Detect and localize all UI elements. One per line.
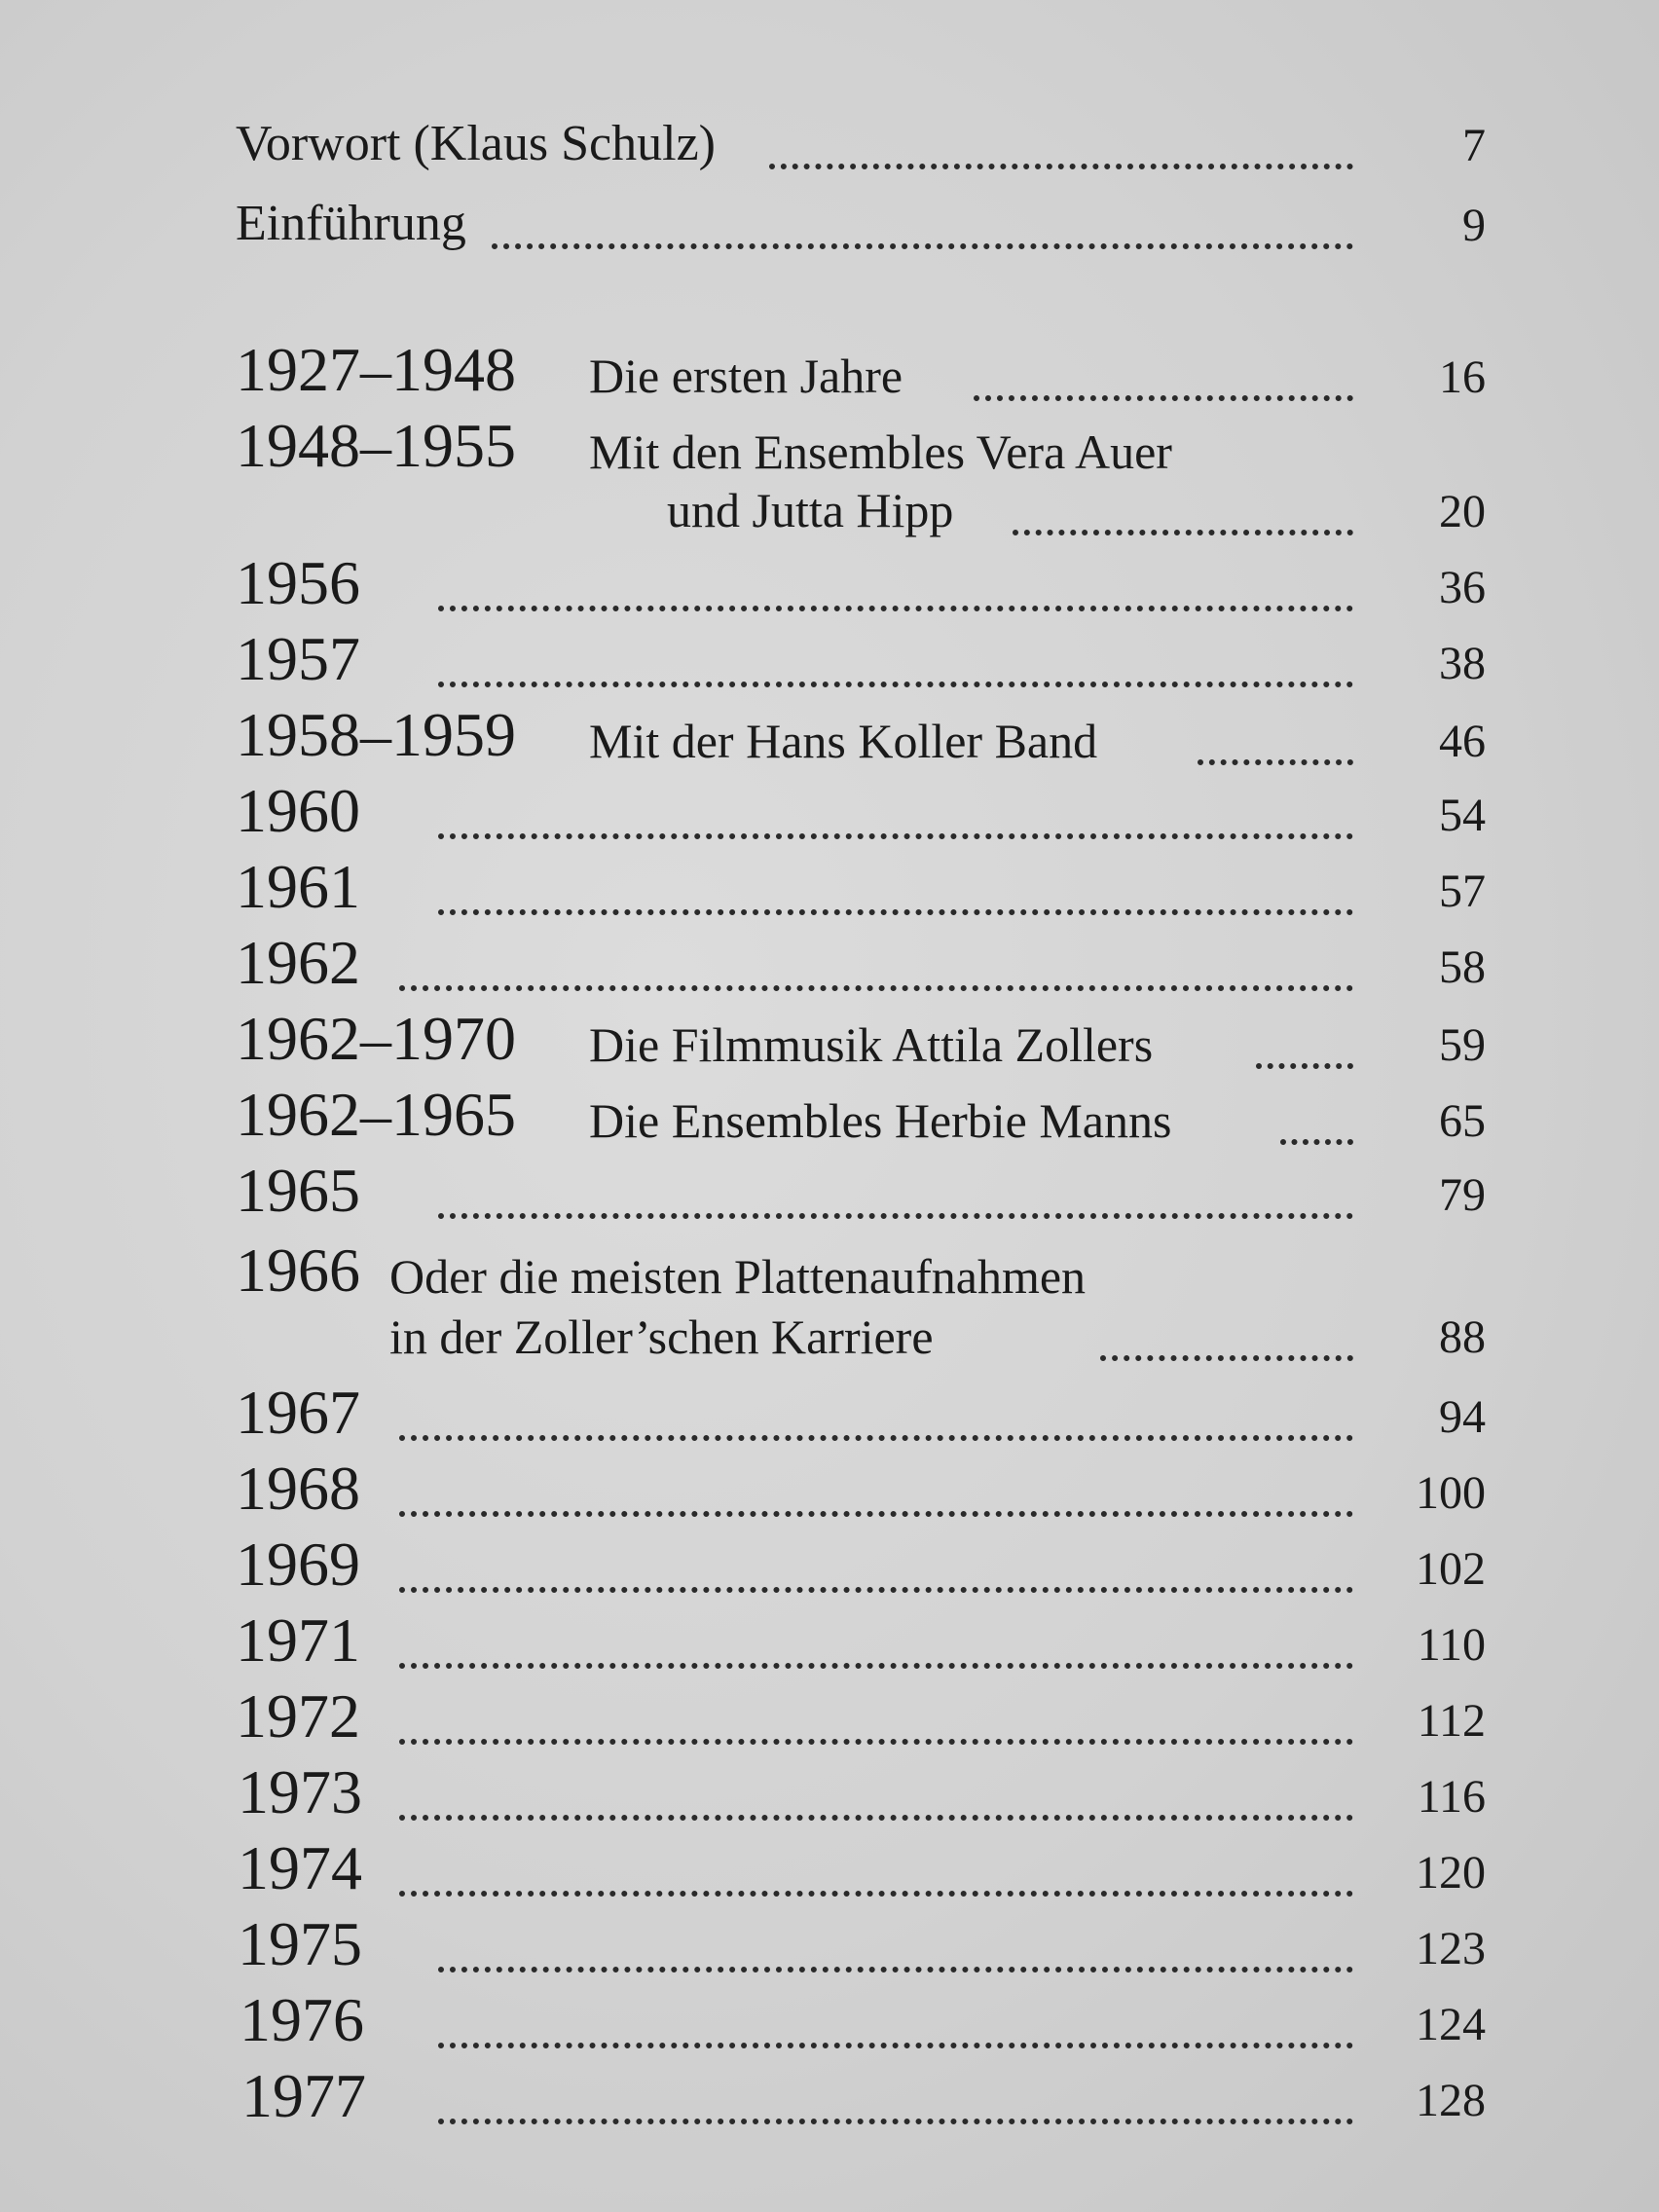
toc-entry-title: Mit der Hans Koller Band [589,714,1098,768]
leader-dots [1100,1346,1353,1361]
toc-entry-years: 1974 [238,1833,362,1902]
toc-entry-years: 1971 [236,1605,360,1675]
toc-entry-years: 1967 [236,1378,360,1447]
toc-entry-title: Einführung [236,196,466,251]
toc-entry-years: 1977 [241,2061,366,2130]
toc-entry-title-continued: in der Zoller’schen Karriere [389,1309,934,1364]
toc-entry-years: 1960 [236,776,360,845]
toc-entry-page: 88 [1439,1311,1486,1363]
toc-entry-page: 65 [1439,1095,1486,1147]
toc-entry-years: 1948–1955 [236,411,516,480]
toc-entry-years: 1962–1965 [236,1080,516,1149]
leader-dots [399,1425,1353,1441]
leader-dots [399,1805,1353,1821]
leader-dots [1013,520,1353,535]
leader-dots [1280,1129,1353,1145]
leader-dots [438,2033,1353,2048]
leader-dots [438,672,1353,687]
toc-entry-page: 94 [1439,1391,1486,1443]
toc-entry-years: 1962 [236,928,360,997]
toc-entry-years: 1957 [236,624,360,693]
toc-entry-page: 20 [1439,486,1486,537]
toc-entry-page: 7 [1462,120,1486,171]
toc-entry-years: 1927–1948 [236,335,516,404]
toc-entry-years: 1972 [236,1681,360,1751]
leader-dots [399,1729,1353,1745]
toc-entry-page: 9 [1462,200,1486,251]
leader-dots [399,1881,1353,1897]
leader-dots [438,1203,1353,1219]
toc-entry-title: Die Ensembles Herbie Manns [589,1093,1172,1148]
toc-entry-title: Vorwort (Klaus Schulz) [236,116,716,171]
toc-entry-years: 1965 [236,1156,360,1225]
toc-entry-years: 1973 [238,1757,362,1826]
toc-entry-years: 1969 [236,1530,360,1599]
toc-entry-page: 36 [1439,562,1486,613]
toc-entry-page: 46 [1439,716,1486,767]
toc-entry-page: 102 [1416,1543,1486,1595]
toc-entry-title: Die Filmmusik Attila Zollers [589,1017,1154,1072]
toc-entry-page: 38 [1439,638,1486,689]
toc-entry-page: 79 [1439,1169,1486,1221]
leader-dots [438,824,1353,839]
toc-entry-page: 120 [1416,1847,1486,1899]
toc-entry-years: 1956 [236,548,360,617]
toc-entry-page: 110 [1417,1619,1486,1671]
toc-entry-page: 124 [1416,1999,1486,2050]
leader-dots [974,386,1353,401]
toc-entry-years: 1958–1959 [236,700,516,769]
leader-dots [1256,1053,1353,1069]
leader-dots [492,234,1353,249]
toc-entry-title: Oder die meisten Plattenaufnahmen [389,1249,1087,1304]
toc-entry-page: 58 [1439,941,1486,993]
toc-entry-years: 1975 [238,1909,362,1978]
leader-dots [399,976,1353,991]
leader-dots [399,1577,1353,1593]
leader-dots [438,1957,1353,1972]
toc-entry-page: 116 [1417,1771,1486,1823]
leader-dots [769,154,1353,169]
leader-dots [1198,750,1353,765]
toc-entry-years: 1976 [240,1985,364,2054]
toc-entry-page: 123 [1416,1923,1486,1974]
toc-entry-years: 1966 [236,1235,360,1305]
toc-entry-title: Mit den Ensembles Vera Auer [589,424,1172,479]
toc-entry-page: 59 [1439,1019,1486,1071]
toc-entry-title-continued: und Jutta Hipp [667,483,954,537]
toc-entry-page: 100 [1416,1467,1486,1519]
leader-dots [438,596,1353,611]
toc-entry-page: 57 [1439,866,1486,917]
leader-dots [438,900,1353,915]
toc-entry-years: 1961 [236,852,360,921]
toc-entry-years: 1968 [236,1454,360,1523]
toc-entry-page: 16 [1439,351,1486,403]
toc-entry-page: 128 [1416,2075,1486,2126]
leader-dots [399,1501,1353,1517]
leader-dots [438,2109,1353,2124]
toc-entry-page: 54 [1439,790,1486,841]
toc-entry-title: Die ersten Jahre [589,349,903,403]
leader-dots [399,1653,1353,1669]
toc-entry-page: 112 [1417,1695,1486,1747]
toc-entry-years: 1962–1970 [236,1004,516,1073]
